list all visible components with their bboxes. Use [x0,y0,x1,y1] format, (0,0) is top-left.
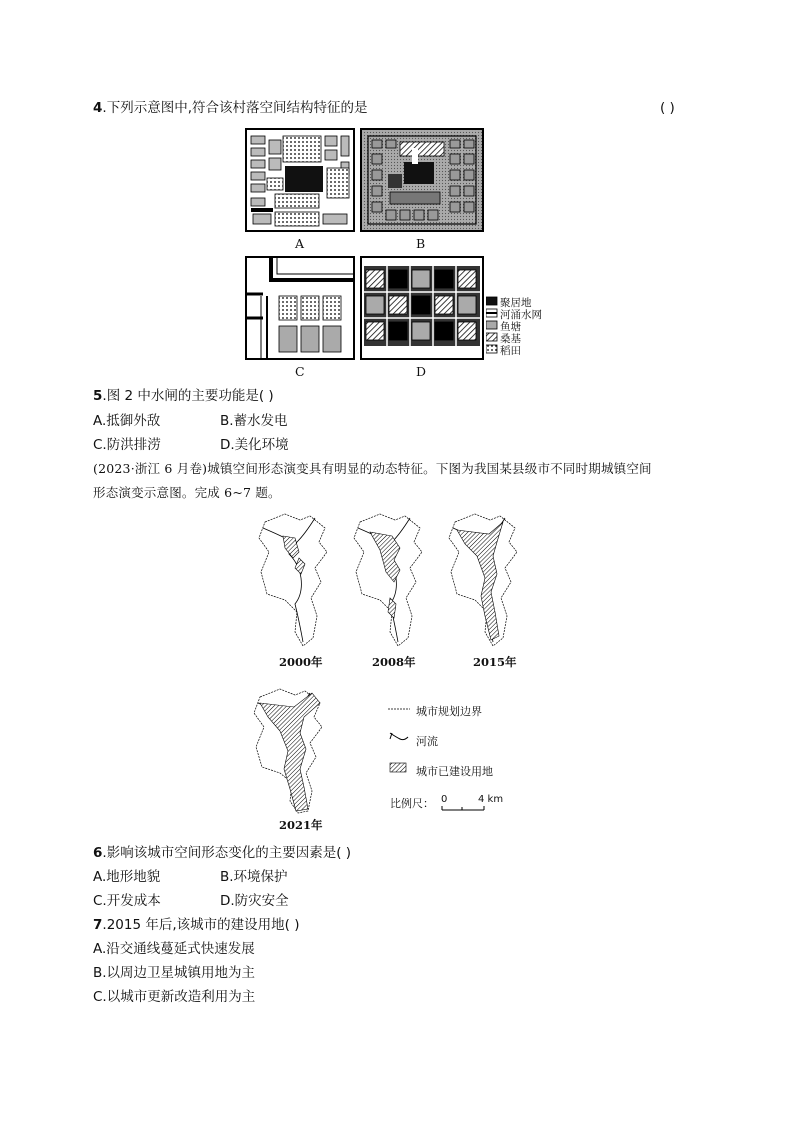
question-4 [93,100,368,116]
question-text: .2015 年后,该城市的建设用地( ) [102,917,300,933]
question-6 [93,845,351,861]
answer-bracket: ( ) [660,100,675,116]
figure-a-caption: A [295,236,305,251]
option-d[interactable]: D.美化环境 [220,437,289,453]
map-2008 [354,514,422,646]
question-7 [93,917,299,933]
question-5 [93,388,274,404]
year-2008: 2008年 [372,655,416,669]
option-b[interactable]: B.蓄水发电 [220,413,288,429]
year-2015: 2015年 [473,655,517,669]
option-a[interactable]: A.抵御外敌 [93,413,161,429]
option-d[interactable]: D.防灾安全 [220,893,289,909]
figure-a-map [245,128,355,232]
year-2021: 2021年 [279,818,323,832]
legend-planning-boundary: 城市规划边界 [416,705,482,718]
legend-settlement: 聚居地 [500,297,532,309]
legend-river: 河流 [416,735,438,748]
legend-paddy: 稻田 [500,345,521,357]
intro-line-2: 形态演变示意图。完成 6~7 题。 [93,485,281,500]
map-2015 [449,514,517,646]
legend-scale-label: 比例尺： [390,797,434,810]
scale-bar [440,804,486,812]
year-2000: 2000年 [279,655,323,669]
legend-fish-pond: 鱼塘 [500,321,521,333]
legend-symbols [388,703,412,775]
map-2000 [259,514,327,646]
question-text: .下列示意图中,符合该村落空间结构特征的是 [102,100,368,116]
legend-river-network: 河涌水网 [500,309,542,321]
option-a[interactable]: A.沿交通线蔓延式快速发展 [93,941,255,957]
question-text: .图 2 中水闸的主要功能是( ) [102,388,274,404]
figure-d-map [360,256,484,360]
option-a[interactable]: A.地形地貌 [93,869,161,885]
figure-c-caption: C [295,364,305,379]
option-b[interactable]: B.以周边卫星城镇用地为主 [93,965,256,981]
figure-c-map [245,256,355,360]
figure-b-caption: B [416,236,426,251]
intro-line-1: (2023·浙江 6 月卷)城镇空间形态演变具有明显的动态特征。下图为我国某县级市不同时期城镇空间 [93,461,652,476]
question-number: 6 [93,845,103,861]
figure-b-map [360,128,484,232]
scale-zero: 0 [441,794,448,805]
city-evolution-maps-row [255,508,555,653]
option-c[interactable]: C.以城市更新改造利用为主 [93,989,256,1005]
question-number: 5 [93,388,103,404]
option-b[interactable]: B.环境保护 [220,869,288,885]
question-text: .影响该城市空间形态变化的主要因素是( ) [102,845,352,861]
question-number: 7 [93,917,103,933]
option-c[interactable]: C.防洪排涝 [93,437,161,453]
figure-d-caption: D [416,364,427,379]
map-2021 [250,683,360,815]
legend-built-area: 城市已建设用地 [416,765,493,778]
legend-mulberry: 桑基 [500,333,521,345]
scale-four-km: 4 km [478,794,504,805]
question-number: 4 [93,100,103,116]
legend-swatches [486,296,498,356]
option-c[interactable]: C.开发成本 [93,893,161,909]
